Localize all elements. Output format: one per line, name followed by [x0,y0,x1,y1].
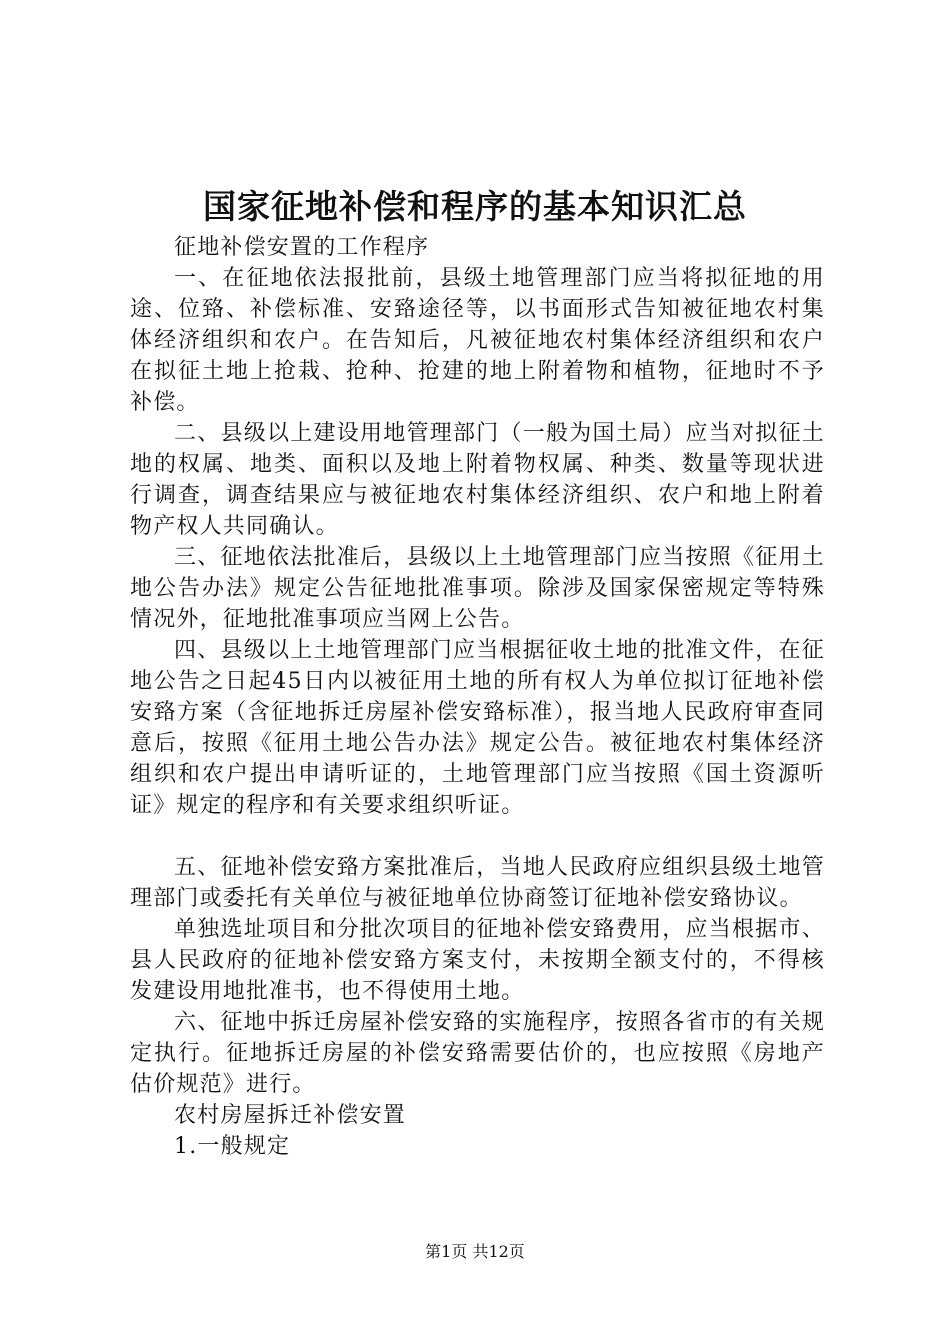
paragraph-step-4: 四、县级以上土地管理部门应当根据征收土地的批准文件，在征地公告之日起45日内以被征用土地的所有权人为单位拟订征地补偿安臵方案（含征地拆迁房屋补偿安臵标准），报当地人民政府审查同意后，按照《征用土地公告办法》规定公告。被征地农村集体经济组织和农户提出申请听证的，土地管理部门应当按照《国土资源听证》规定的程序和有关要求组织听证。 [130,638,825,818]
section-heading-rural-housing: 农村房屋拆迁补偿安置 [174,1103,407,1128]
document-body [130,232,825,1162]
paragraph-step-5: 五、征地补偿安臵方案批准后，当地人民政府应组织县级土地管理部门或委托有关单位与被征地单位协商签订征地补偿安臵协议。 [130,855,825,911]
paragraph-gap [130,821,825,852]
section-heading-general-rules: 1.一般规定 [174,1134,291,1159]
paragraph-step-3: 三、征地依法批准后，县级以上土地管理部门应当按照《征用土地公告办法》规定公告征地批准事项。除涉及国家保密规定等特殊情况外，征地批准事项应当网上公告。 [130,545,825,632]
page-footer: 第1页 共12页 [425,1242,525,1261]
paragraph-step-2: 二、县级以上建设用地管理部门（一般为国土局）应当对拟征土地的权属、地类、面积以及地上附着物权属、种类、数量等现状进行调查，调查结果应与被征地农村集体经济组织、农户和地上附着物产权人共同确认。 [130,421,825,539]
section-heading-procedure: 征地补偿安置的工作程序 [174,235,430,260]
paragraph-step-6: 六、征地中拆迁房屋补偿安臵的实施程序，按照各省市的有关规定执行。征地拆迁房屋的补偿安臵需要估价的，也应按照《房地产估价规范》进行。 [130,1010,825,1097]
paragraph-step-1: 一、在征地依法报批前，县级土地管理部门应当将拟征地的用途、位臵、补偿标准、安臵途径等，以书面形式告知被征地农村集体经济组织和农户。在告知后，凡被征地农村集体经济组织和农户在拟征土地上抢栽、抢种、抢建的地上附着物和植物，征地时不予补偿。 [130,266,825,415]
document-title: 国家征地补偿和程序的基本知识汇总 [203,187,747,226]
paragraph-separate-projects: 单独选址项目和分批次项目的征地补偿安臵费用，应当根据市、县人民政府的征地补偿安臵方案支付，未按期全额支付的，不得核发建设用地批准书，也不得使用土地。 [130,917,825,1004]
